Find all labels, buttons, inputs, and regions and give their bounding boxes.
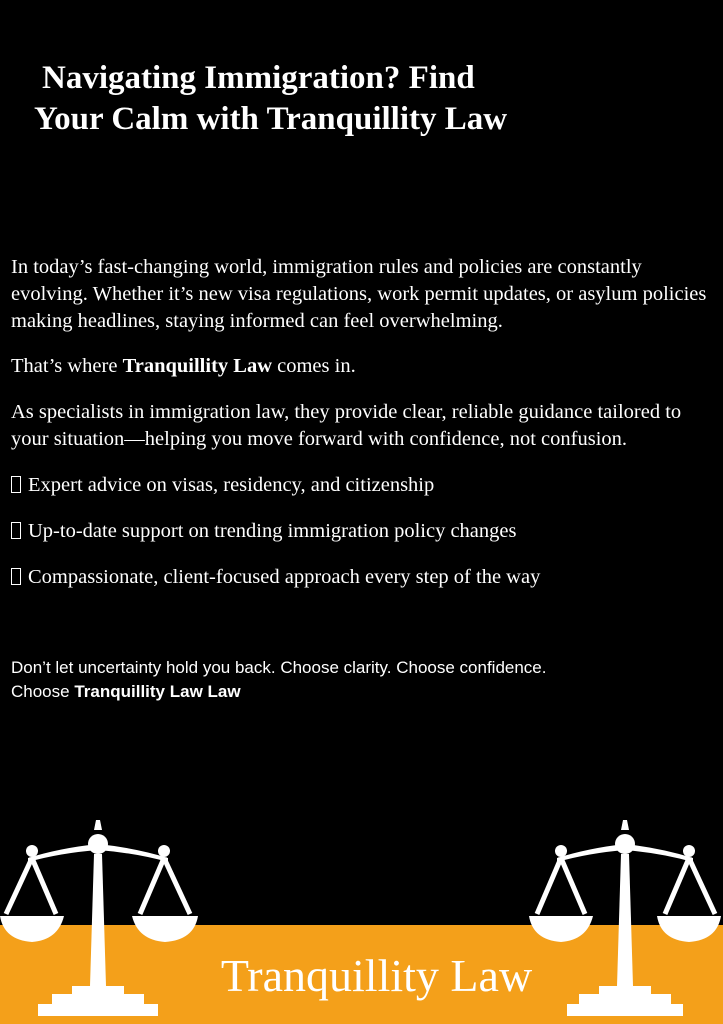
where-brand: Tranquillity Law [122, 355, 272, 377]
closing-prefix: Choose [11, 682, 75, 701]
missing-glyph-box-icon [11, 522, 21, 539]
where-suffix: comes in. [272, 355, 356, 377]
intro-paragraph: In today’s fast-changing world, immigration rules and policies are constantly evolving. Whether it’s new visa regulations, work permit updates, or asylum policies making headlines, staying informed can feel overwhelming. [11, 256, 707, 332]
missing-glyph-box-icon [11, 476, 21, 493]
headline [0, 58, 640, 140]
closing-line-1: Don’t let uncertainty hold you back. Choose clarity. Choose confidence. [11, 658, 547, 677]
list-item [11, 564, 711, 591]
list-item [11, 472, 711, 499]
benefits-list [11, 472, 711, 591]
where-prefix: That’s where [11, 355, 123, 377]
specialists-paragraph: As specialists in immigration law, they provide clear, reliable guidance tailored to your situation—helping you move forward with confidence, not confusion. [11, 401, 682, 450]
where-paragraph [11, 353, 711, 380]
closing-statement [11, 656, 711, 704]
list-item-text: Up-to-date support on trending immigration policy changes [28, 520, 517, 542]
list-item-text: Compassionate, client-focused approach every step of the way [28, 566, 541, 588]
closing-brand: Tranquillity Law Law [74, 682, 241, 701]
missing-glyph-box-icon [11, 568, 21, 585]
headline-line-1: Navigating Immigration? Find [42, 60, 475, 96]
footer-brand-name: Tranquillity Law [220, 950, 533, 1001]
body-copy [11, 254, 711, 610]
closing-line-2 [11, 680, 711, 704]
headline-line-2: Your Calm with Tranquillity Law [34, 101, 508, 137]
list-item [11, 518, 711, 545]
list-item-text: Expert advice on visas, residency, and citizenship [28, 474, 435, 496]
